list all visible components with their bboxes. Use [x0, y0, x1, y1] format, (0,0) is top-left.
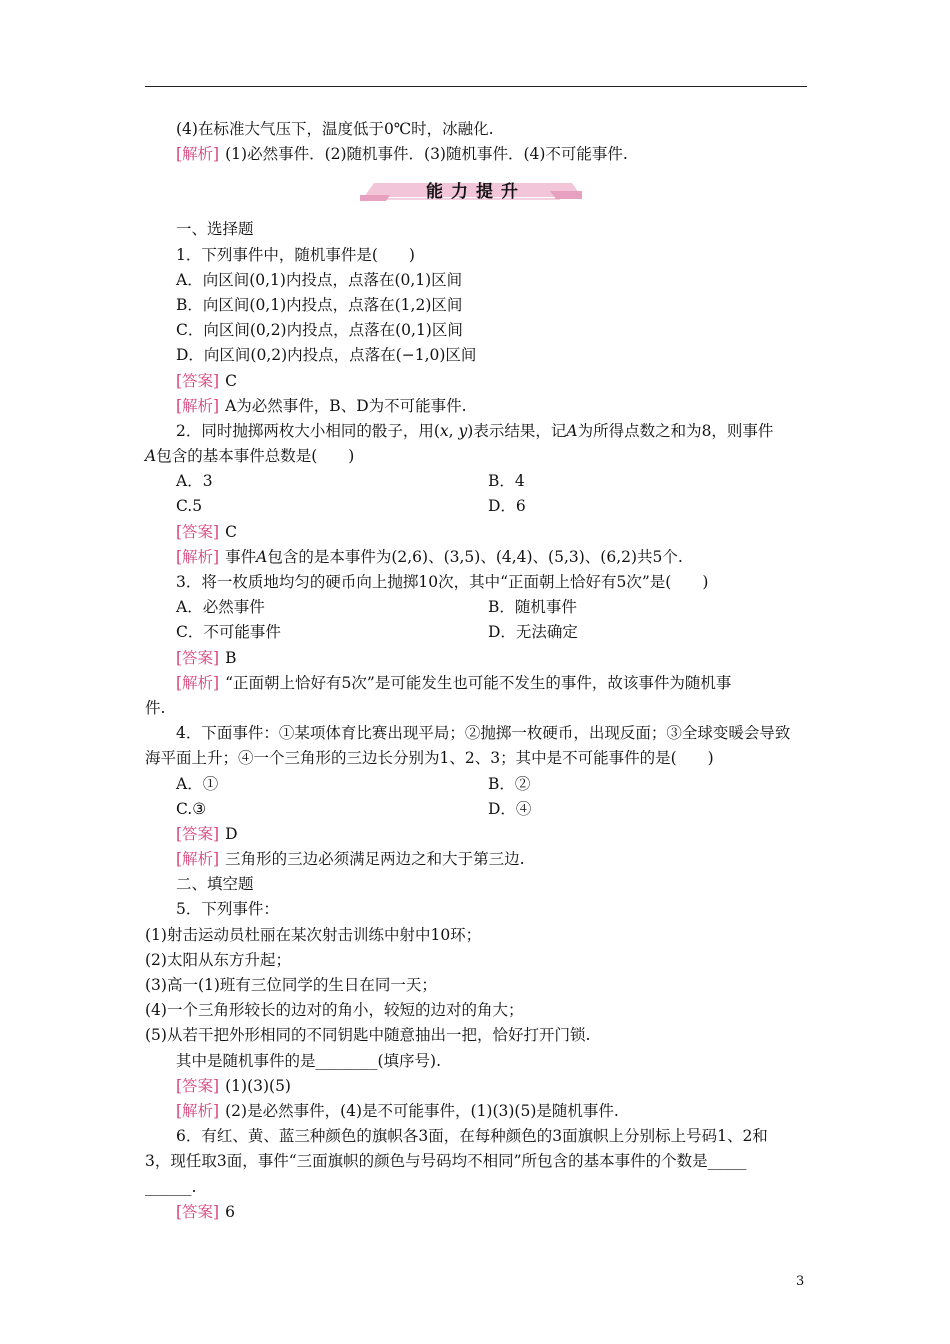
q6-stem-line3: ______.	[145, 1177, 197, 1196]
q3-analysis-line1: [解析] “正面朝上恰好有5次”是可能发生也可能不发生的事件，故该事件为随机事	[176, 673, 732, 692]
q5-item-1: (1)射击运动员杜丽在某次射击训练中射中10环；	[145, 925, 482, 944]
q3-options-row2: C．不可能事件 D．无法确定	[176, 623, 578, 642]
q1-answer: [答案] C	[176, 371, 237, 390]
q4-options-row1: A．① B．②	[176, 774, 531, 793]
q3-stem: 3．将一枚质地均匀的硬币向上抛掷10次，其中“正面朝上恰好有5次”是( )	[176, 573, 709, 591]
page-number: 3	[796, 1274, 805, 1289]
q1-option-a: A．向区间(0,1)内投点，点落在(0,1)区间	[176, 270, 463, 289]
q5-item-3: (3)高一(1)班有三位同学的生日在同一天；	[145, 976, 437, 994]
section-title: 能力提升	[426, 182, 526, 203]
intro-analysis: [解析] (1)必然事件．(2)随机事件．(3)随机事件．(4)不可能事件.	[176, 145, 628, 164]
q4-answer: [答案] D	[176, 824, 238, 843]
q5-stem: 5．下列事件：	[176, 900, 279, 919]
header-rule	[145, 86, 807, 87]
section-header	[145, 167, 807, 217]
intro-item4: (4)在标准大气压下，温度低于0℃时，冰融化.	[176, 120, 494, 138]
q2-options-row2: C.5 D．6	[176, 497, 526, 516]
q5-analysis: [解析] (2)是必然事件，(4)是不可能事件，(1)(3)(5)是随机事件.	[176, 1101, 619, 1120]
q1-option-d: D．向区间(0,2)内投点，点落在(−1,0)区间	[176, 346, 477, 365]
q4-stem-line1: 4．下面事件：①某项体育比赛出现平局；②抛掷一枚硬币，出现反面；③全球变暖会导致	[176, 724, 791, 743]
page-content	[145, 117, 807, 1225]
q3-answer: [答案] B	[176, 648, 237, 667]
q5-prompt: 其中是随机事件的是________(填序号).	[176, 1051, 442, 1070]
q4-options-row2: C.③ D．④	[176, 799, 532, 818]
q4-stem-line2: 海平面上升；④一个三角形的三边长分别为1、2、3；其中是不可能事件的是( )	[145, 749, 714, 768]
q3-analysis-line2: 件.	[145, 698, 166, 717]
q2-stem-line1: 2．同时抛掷两枚大小相同的骰子，用(x, y)表示结果，记A为所得点数之和为8，则事件	[176, 421, 774, 440]
q6-stem-line2: 3，现任取3面，事件“三面旗帜的颜色与号码均不相同”所包含的基本事件的个数是_____	[145, 1152, 747, 1171]
part2-heading: 二、填空题	[176, 875, 254, 894]
analysis-tag: [解析]	[176, 145, 220, 164]
q2-options-row1: A．3 B．4	[176, 472, 525, 491]
q2-analysis: [解析] 事件A包含的是本事件为(2,6)、(3,5)、(4,4)、(5,3)、(6,2)共5个.	[176, 547, 683, 566]
q4-analysis: [解析] 三角形的三边必须满足两边之和大于第三边.	[176, 850, 525, 869]
q1-stem: 1．下列事件中，随机事件是( )	[176, 245, 415, 264]
q2-stem-line2: A包含的基本事件总数是( )	[145, 447, 355, 466]
q5-item-5: (5)从若干把外形相同的不同钥匙中随意抽出一把，恰好打开门锁.	[145, 1026, 591, 1045]
q6-answer: [答案] 6	[176, 1202, 235, 1221]
q5-item-4: (4)一个三角形较长的边对的角小，较短的边对的角大；	[145, 1001, 524, 1020]
q1-option-c: C．向区间(0,2)内投点，点落在(0,1)区间	[176, 321, 463, 340]
q5-answer: [答案] (1)(3)(5)	[176, 1076, 291, 1095]
q3-options-row1: A．必然事件 B．随机事件	[176, 598, 577, 617]
q2-answer: [答案] C	[176, 522, 237, 541]
q1-analysis: [解析] A为必然事件，B、D为不可能事件.	[176, 396, 467, 415]
q5-item-2: (2)太阳从东方升起；	[145, 950, 291, 969]
q1-option-b: B．向区间(0,1)内投点，点落在(1,2)区间	[176, 295, 463, 314]
q6-stem-line1: 6．有红、黄、蓝三种颜色的旗帜各3面，在每种颜色的3面旗帜上分别标上号码1、2和	[176, 1127, 768, 1146]
part1-heading: 一、选择题	[176, 220, 254, 239]
